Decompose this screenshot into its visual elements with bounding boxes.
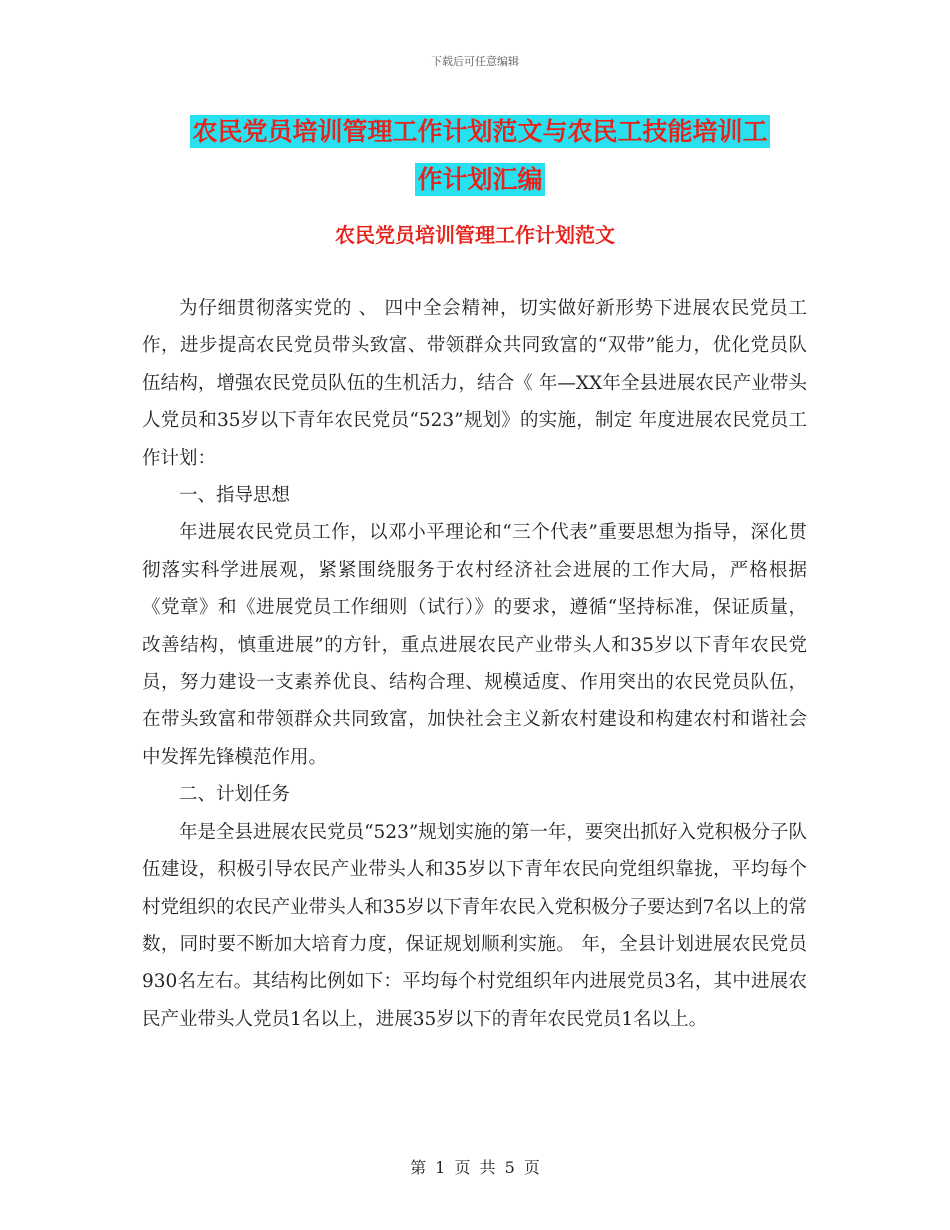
page-footer: 第 1 页 共 5 页 <box>410 1158 540 1177</box>
page-header: 下载后可任意编辑 <box>431 55 519 68</box>
document-body <box>142 290 807 1038</box>
paragraph-intro: 为仔细贯彻落实党的 、 四中全会精神，切实做好新形势下进展农民党员工作，进步提高农民党员带头致富、带领群众共同致富的“双带”能力，优化党员队伍结构，增强农民党员队伍的生机活力，结合《 年—XX年全县进展农民产业带头人党员和35岁以下青年农民党员“523”规划》的实施，制定 年度进展农民党员工作计划： <box>142 298 807 469</box>
heading-guiding-thought: 一、指导思想 <box>179 485 291 507</box>
document-title-line-1: 农民党员培训管理工作计划范文与农民工技能培训工 <box>192 117 768 146</box>
document-title <box>140 108 820 204</box>
paragraph-guiding-thought: 年进展农民党员工作，以邓小平理论和“三个代表”重要思想为指导，深化贯彻落实科学进展观，紧紧围绕服务于农村经济社会进展的工作大局，严格根据《党章》和《进展党员工作细则（试行）》的要求，遵循“坚持标准，保证质量，改善结构，慎重进展”的方针，重点进展农民产业带头人和35岁以下青年农民党员，努力建设一支素养优良、结构合理、规模适度、作用突出的农民党员队伍，在带头致富和带领群众共同致富，加快社会主义新农村建设和构建农村和谐社会中发挥先锋模范作用。 <box>142 522 807 768</box>
section-title: 农民党员培训管理工作计划范文 <box>335 223 615 247</box>
document-title-line-2: 作计划汇编 <box>417 165 543 194</box>
heading-plan-tasks: 二、计划任务 <box>179 784 291 806</box>
paragraph-plan-tasks: 年是全县进展农民党员“523”规划实施的第一年，要突出抓好入党积极分子队伍建设，积极引导农民产业带头人和35岁以下青年农民向党组织靠拢，平均每个村党组织的农民产业带头人和35岁以下青年农民入党积极分子要达到7名以上的常数，同时要不断加大培育力度，保证规划顺利实施。 年，全县计划进展农民党员930名左右。其结构比例如下：平均每个村党组织年内进展党员3名，其中进展农民产业带头人党员1名以上，进展35岁以下的青年农民党员1名以上。 <box>142 821 807 1030</box>
